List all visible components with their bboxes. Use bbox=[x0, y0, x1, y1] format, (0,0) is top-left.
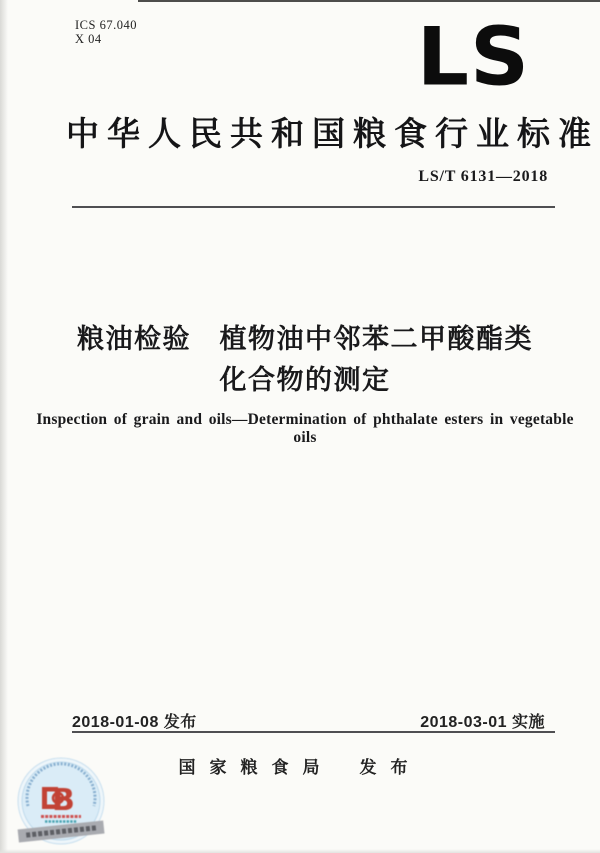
publisher-organization: 国家粮食局 bbox=[178, 758, 334, 777]
issue-date: 2018-01-08 发布 bbox=[72, 714, 197, 731]
verification-seal-stamp bbox=[14, 756, 108, 850]
ics-classification bbox=[75, 18, 137, 46]
publisher-action: 发布 bbox=[359, 758, 422, 777]
header-divider bbox=[72, 206, 555, 208]
document-title-chinese bbox=[40, 319, 570, 401]
document-title-english: Inspection of grain and oils—Determination of phthalate esters in vegetable oils bbox=[36, 411, 574, 446]
footer-divider bbox=[72, 731, 555, 733]
dates-row bbox=[72, 709, 545, 732]
ls-standard-logo: LS bbox=[416, 10, 530, 105]
standard-number: LS/T 6131—2018 bbox=[418, 168, 548, 185]
title-line-2: 化合物的测定 bbox=[219, 365, 391, 395]
title-line-1: 粮油检验 植物油中邻苯二甲酸酯类 bbox=[77, 324, 533, 354]
ccs-code: X 04 bbox=[75, 32, 102, 46]
implementation-date: 2018-03-01 实施 bbox=[420, 714, 545, 731]
scan-artifact-left bbox=[0, 0, 8, 853]
standard-type-title: 中华人民共和国粮食行业标准 bbox=[66, 115, 599, 152]
svg-text:B: B bbox=[52, 783, 75, 818]
scan-artifact-top bbox=[138, 0, 600, 2]
ics-code: ICS 67.040 bbox=[75, 18, 137, 32]
